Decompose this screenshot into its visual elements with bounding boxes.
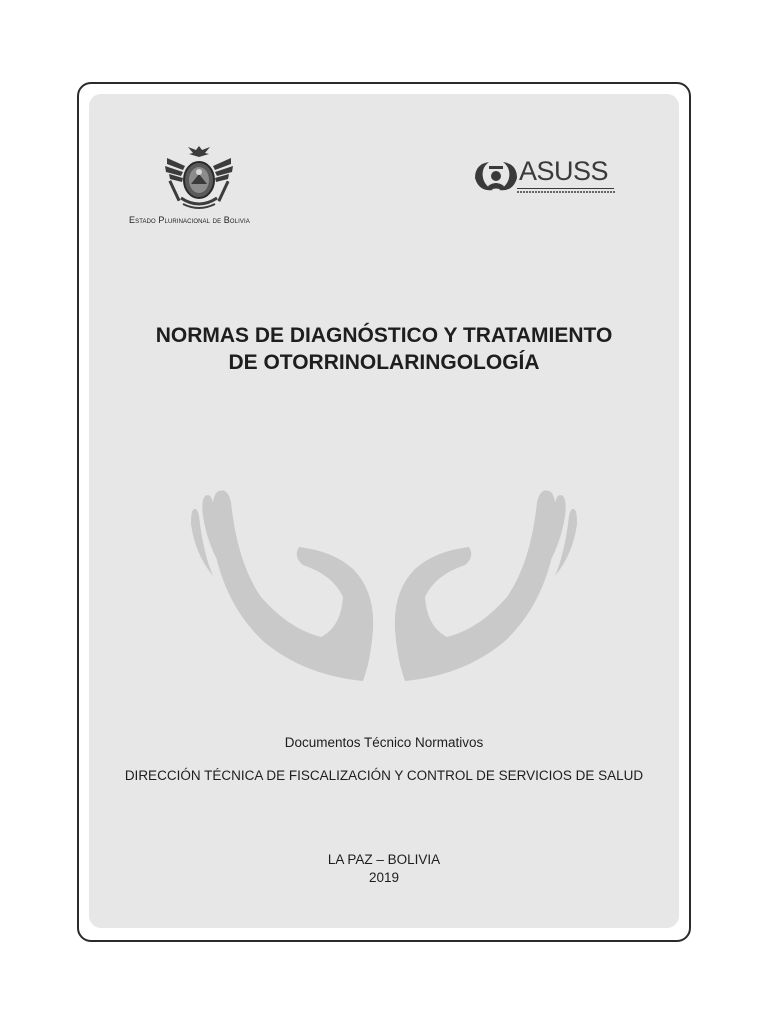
publication-place: LA PAZ – BOLIVIA <box>327 852 441 867</box>
publication-year: 2019 <box>368 870 400 885</box>
document-series: Documentos Técnico Normativos <box>284 735 484 750</box>
title-line-2: DE OTORRINOLARINGOLOGÍA <box>228 351 540 374</box>
coat-of-arms-icon <box>159 144 239 212</box>
agency-subline <box>517 191 615 193</box>
department-name: DIRECCIÓN TÉCNICA DE FISCALIZACIÓN Y CONTROL DE SERVICIOS DE SALUD <box>124 768 644 783</box>
document-title <box>89 322 679 376</box>
agency-underline <box>517 188 614 189</box>
agency-name: ASUSS <box>519 156 609 186</box>
title-line-1: NORMAS DE DIAGNÓSTICO Y TRATAMIENTO <box>155 324 613 347</box>
publication-info <box>89 851 679 887</box>
hands-icon <box>189 484 579 684</box>
state-caption: Estado Plurinacional de Bolivia <box>129 215 250 225</box>
cover-panel <box>89 94 679 928</box>
